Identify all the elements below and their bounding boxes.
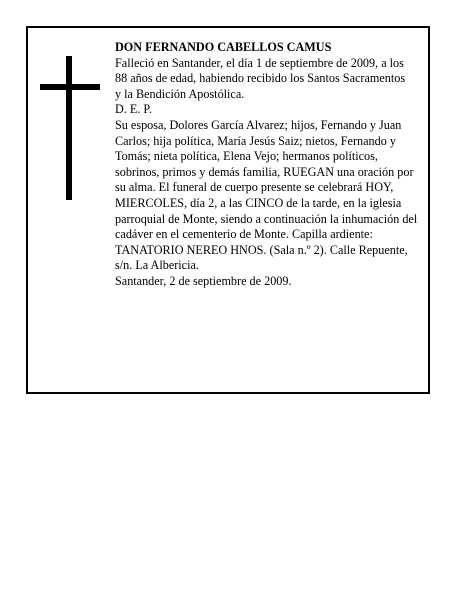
cross-vertical-bar (66, 56, 72, 200)
family-and-funeral-details: Su esposa, Dolores García Alvarez; hijos, Fernando y Juan Carlos; hija política, María Jesús Saiz; nietos, Fernando y Tomás; nieta política, Elena Vejo; hermanos políticos, sobrinos, primos y demás familia, RUEGAN una oración por su alma. El funeral de cuerpo presente se celebrará HOY, MIERCOLES, día 2, a las CINCO de la tarde, en la iglesia parroquial de Monte, siendo a continuación la inhumación del cadáver en el cementerio de Monte. Capilla ardiente: TANATORIO NEREO HNOS. (Sala n.º 2). Calle Repuente, s/n. La Albericia. (115, 117, 418, 273)
cross-horizontal-bar (40, 84, 100, 90)
cross-icon (40, 56, 100, 200)
obituary-notice (26, 26, 430, 394)
place-and-date: Santander, 2 de septiembre de 2009. (115, 273, 292, 288)
rest-in-peace: D. E. P. (115, 102, 152, 117)
blessing-line: y la Bendición Apostólica. (115, 86, 245, 101)
death-announcement: Falleció en Santander, el día 1 de septiembre de 2009, a los 88 años de edad, habiendo recibido los Santos Sacramentos (115, 55, 406, 86)
deceased-name: DON FERNANDO CABELLOS CAMUS (115, 40, 332, 54)
obituary-text (115, 40, 419, 290)
